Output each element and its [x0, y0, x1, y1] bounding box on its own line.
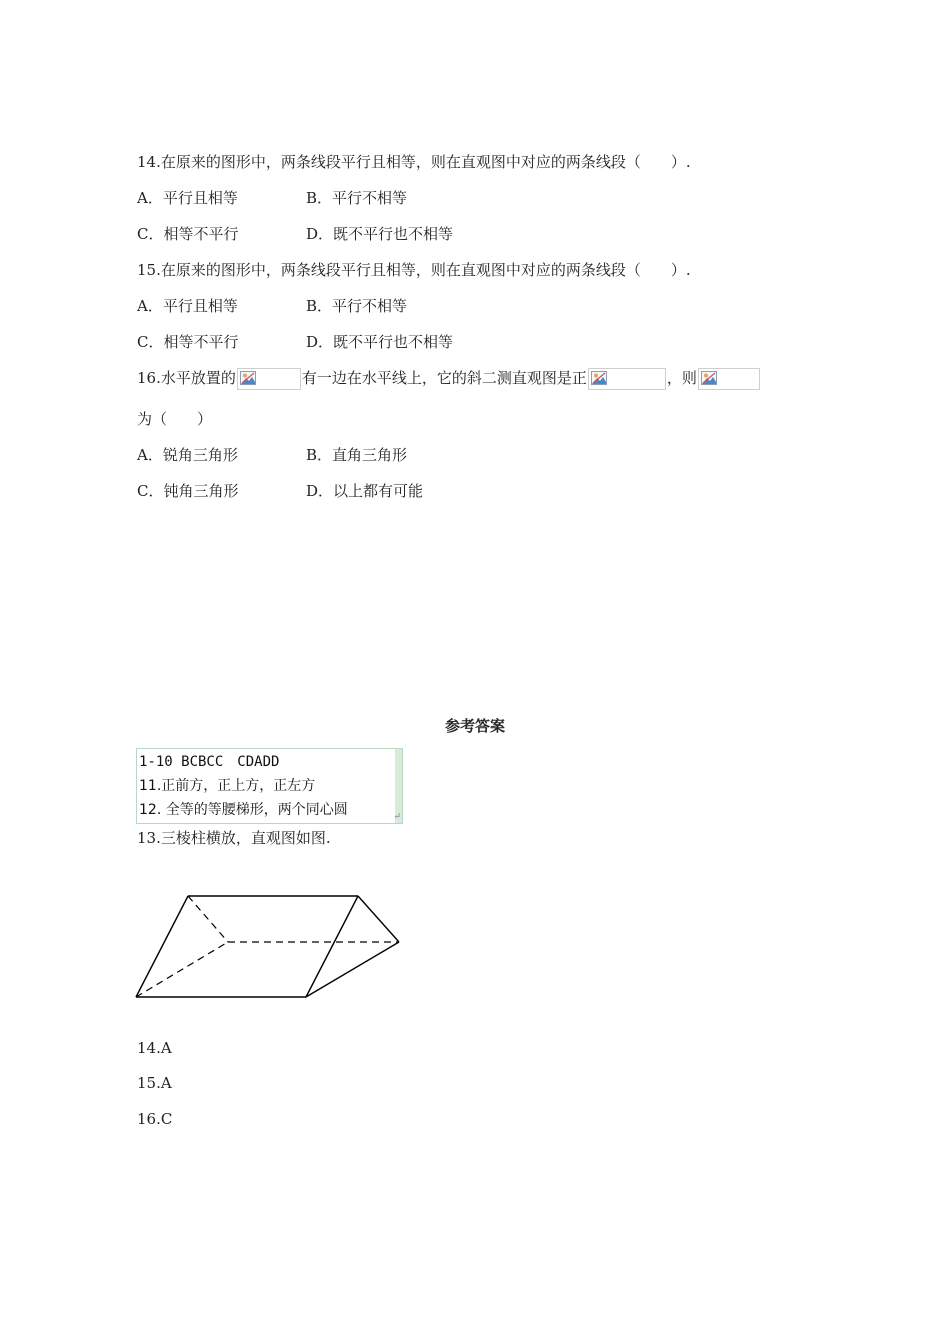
answer-16: 16.C	[137, 1110, 173, 1128]
q14-option-b: B．平行不相等	[306, 189, 408, 207]
q14-option-a: A．平行且相等	[137, 189, 238, 207]
q15-stem: 15.在原来的图形中，两条线段平行且相等，则在直观图中对应的两条线段（ ）.	[137, 261, 691, 279]
broken-image-icon	[240, 371, 256, 385]
broken-image-icon	[591, 371, 607, 385]
q15-option-a: A．平行且相等	[137, 297, 238, 315]
q16-option-a: A．锐角三角形	[137, 446, 238, 464]
q16-stem	[137, 366, 761, 390]
paragraph-mark: ↵	[393, 812, 401, 822]
q14-option-c: C．相等不平行	[137, 225, 239, 243]
broken-image-icon	[701, 371, 717, 385]
answer-line-1-10: 1-10 BCBCC CDADD	[139, 754, 280, 770]
answer-13: 13.三棱柱横放，直观图如图.	[137, 829, 331, 847]
q16-stem-line2: 为（ ）	[137, 410, 213, 428]
q15-option-c: C．相等不平行	[137, 333, 239, 351]
answer-14: 14.A	[137, 1039, 172, 1057]
answer-screenshot-box	[136, 748, 403, 824]
q14-stem: 14.在原来的图形中，两条线段平行且相等，则在直观图中对应的两条线段（ ）.	[137, 153, 691, 171]
q16-stem-part3: ，则	[666, 369, 697, 387]
q16-option-b: B．直角三角形	[306, 446, 408, 464]
answer-line-11: 11.正前方，正上方，正左方	[139, 778, 316, 794]
answers-title: 参考答案	[444, 717, 505, 735]
broken-image-placeholder	[237, 368, 301, 390]
prism-right-top-edge	[358, 896, 399, 942]
q16-option-d: D．以上都有可能	[306, 482, 424, 500]
broken-image-placeholder	[698, 368, 760, 390]
prism-hidden-edge-1	[188, 896, 228, 942]
q15-option-d: D．既不平行也不相等	[306, 333, 454, 351]
answer-15: 15.A	[137, 1074, 172, 1092]
q14-option-d: D．既不平行也不相等	[306, 225, 454, 243]
q16-stem-part1: 16.水平放置的	[137, 369, 236, 387]
q16-option-c: C．钝角三角形	[137, 482, 239, 500]
prism-diagram	[130, 890, 410, 1005]
q15-option-b: B．平行不相等	[306, 297, 408, 315]
answer-line-12: 12. 全等的等腰梯形，两个同心圆	[139, 802, 348, 818]
q16-stem-part2: 有一边在水平线上，它的斜二测直观图是正	[301, 369, 587, 387]
broken-image-placeholder	[588, 368, 666, 390]
